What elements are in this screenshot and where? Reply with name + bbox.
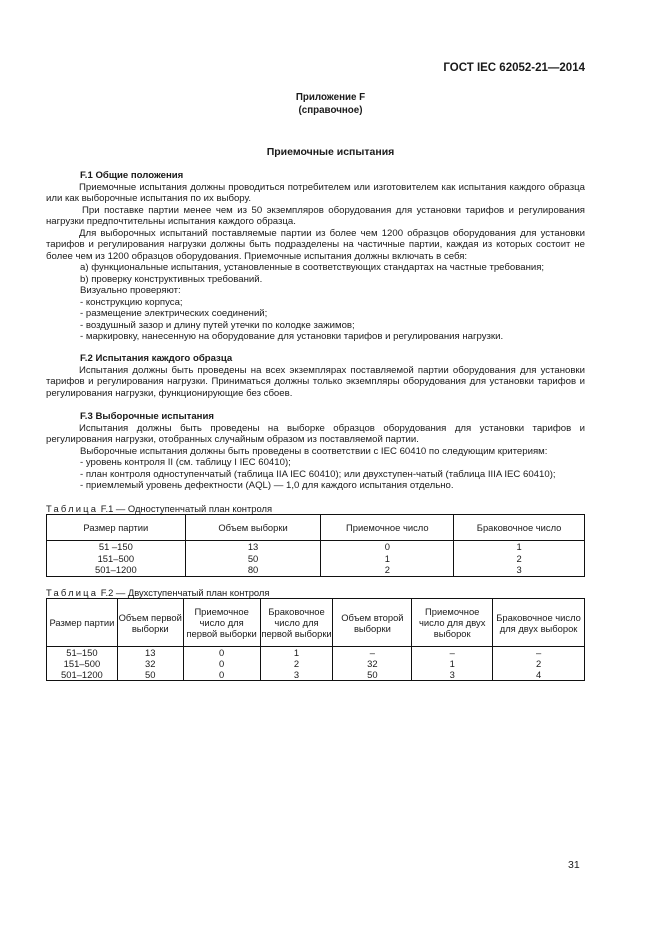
table-cell: 32 bbox=[333, 658, 412, 669]
list-item: Визуально проверяют: bbox=[80, 285, 181, 296]
caption-text: F.1 — Одноступенчатый план контроля bbox=[98, 503, 273, 514]
table-cell: 1 bbox=[412, 658, 493, 669]
list-item: - конструкцию корпуса; bbox=[80, 296, 183, 308]
column-header: Браковочное число для первой выборки bbox=[260, 599, 333, 647]
table-cell: 0 bbox=[183, 669, 260, 681]
table-f1-caption bbox=[46, 503, 272, 514]
section-f3 bbox=[46, 411, 585, 492]
table-cell: 13 bbox=[117, 647, 183, 659]
list-item: - размещение электрических соединений; bbox=[80, 308, 268, 319]
list-item: - воздушный зазор и длину путей утечки по колодке зажимов; bbox=[80, 319, 355, 331]
table-cell: 3 bbox=[454, 564, 585, 576]
table-cell: – bbox=[333, 647, 412, 659]
table-cell: 501–1200 bbox=[47, 669, 118, 681]
table-row bbox=[47, 541, 585, 553]
column-header: Размер партии bbox=[47, 599, 118, 647]
list-item: - приемлемый уровень дефектности (AQL) — 1,0 для каждого испытания отдельно. bbox=[80, 480, 454, 491]
column-header: Браковочное число bbox=[454, 515, 585, 541]
table-cell: 2 bbox=[493, 658, 585, 669]
page-number: 31 bbox=[568, 859, 580, 871]
table-cell: 501–1200 bbox=[47, 564, 186, 576]
list-item: - маркировку, нанесенную на оборудование для установки тарифов и регулирования нагрузки. bbox=[80, 331, 504, 342]
table-cell: 1 bbox=[321, 553, 454, 565]
caption-prefix: Таблица bbox=[46, 503, 99, 514]
table-header-row bbox=[47, 599, 585, 647]
table-cell: 2 bbox=[454, 553, 585, 565]
caption-text: F.2 — Двухступенчатый план контроля bbox=[98, 587, 270, 598]
table-cell: 50 bbox=[333, 669, 412, 681]
table-f1 bbox=[46, 514, 585, 577]
table-row bbox=[47, 658, 585, 669]
column-header: Браковочное число для двух выборок bbox=[493, 599, 585, 647]
column-header: Объем второй выборки bbox=[333, 599, 412, 647]
table-row bbox=[47, 553, 585, 565]
section-heading: F.3 Выборочные испытания bbox=[80, 411, 214, 422]
caption-prefix: Таблица bbox=[46, 587, 99, 598]
table-cell: 32 bbox=[117, 658, 183, 669]
column-header: Приемочное число для первой выборки bbox=[183, 599, 260, 647]
table-cell: 0 bbox=[321, 541, 454, 553]
column-header: Приемочное число для двух выборок bbox=[412, 599, 493, 647]
section-heading: F.2 Испытания каждого образца bbox=[80, 353, 233, 364]
table-cell: 3 bbox=[260, 669, 333, 681]
table-f2 bbox=[46, 598, 585, 681]
document-code: ГОСТ IEC 62052-21—2014 bbox=[443, 62, 585, 74]
table-cell: 151–500 bbox=[47, 658, 118, 669]
paragraph: При поставке партии менее чем из 50 экземпляров оборудования для установки тарифов и регулирования нагрузки предпочтительны испытания каждого образца. bbox=[46, 204, 585, 227]
list-item: - план контроля одноступенчатый (таблица IIA IEC 60410); или двухступен-чатый (таблица IIIA IEC 60410); bbox=[80, 468, 556, 480]
table-cell: 0 bbox=[183, 658, 260, 669]
table-cell: 80 bbox=[185, 564, 321, 576]
column-header: Объем первой выборки bbox=[117, 599, 183, 647]
section-f1 bbox=[46, 170, 585, 343]
table-cell: – bbox=[493, 647, 585, 659]
column-header: Приемочное число bbox=[321, 515, 454, 541]
column-header: Размер партии bbox=[47, 515, 186, 541]
table-cell: 50 bbox=[117, 669, 183, 681]
table-row bbox=[47, 647, 585, 659]
table-cell: 51–150 bbox=[47, 647, 118, 659]
paragraph: Приемочные испытания должны проводиться потребителем или изготовителем как испытания каждого образца или как выборочные испытания по их выбору. bbox=[46, 181, 585, 204]
table-cell: 1 bbox=[454, 541, 585, 553]
annex-title: Приемочные испытания bbox=[266, 146, 395, 158]
table-cell: 3 bbox=[412, 669, 493, 681]
table-f2-caption bbox=[46, 587, 269, 598]
table-cell: 151–500 bbox=[47, 553, 186, 565]
table-header-row bbox=[47, 515, 585, 541]
list-item: a) функциональные испытания, установленные в соответствующих стандартах на частные требования; bbox=[80, 262, 545, 273]
table-cell: 2 bbox=[321, 564, 454, 576]
table-cell: 51 –150 bbox=[47, 541, 186, 553]
annex-type: (справочное) bbox=[298, 105, 363, 116]
table-cell: 13 bbox=[185, 541, 321, 553]
list-item: - уровень контроля II (см. таблицу I IEC 60410); bbox=[80, 457, 291, 468]
table-cell: 0 bbox=[183, 647, 260, 659]
column-header: Объем выборки bbox=[185, 515, 321, 541]
annex-header bbox=[0, 91, 661, 117]
list-item: Выборочные испытания должны быть проведены в соответствии с IEC 60410 по следующим критериям: bbox=[80, 445, 548, 457]
table-cell: 1 bbox=[260, 647, 333, 659]
paragraph: Испытания должны быть проведены на выборке образцов оборудования для установки тарифов и регулирования нагрузки, отобранных случайным образом из поставляемой партии. bbox=[46, 422, 585, 445]
section-heading: F.1 Общие положения bbox=[80, 170, 184, 181]
list-item: b) проверку конструктивных требований. bbox=[80, 273, 263, 285]
table-cell: – bbox=[412, 647, 493, 659]
table-cell: 4 bbox=[493, 669, 585, 681]
section-f2 bbox=[46, 353, 585, 399]
table-row bbox=[47, 669, 585, 681]
table-cell: 2 bbox=[260, 658, 333, 669]
paragraph: Испытания должны быть проведены на всех экземплярах поставляемой партии оборудования для установки тарифов и регулирования нагрузки. Приниматься должны только экземпляры оборудования для установки тарифов и регулирования нагрузки, функционирующие без сбоев. bbox=[46, 364, 585, 399]
paragraph: Для выборочных испытаний поставляемые партии из более чем 1200 образцов оборудования для установки тарифов и регулирования нагрузки должны быть подразделены на частичные партии, каждая из которых состоит не более чем из 1200 образцов оборудования. Приемочные испытания должны включать в себя: bbox=[46, 227, 585, 262]
table-row bbox=[47, 564, 585, 576]
annex-label: Приложение F bbox=[295, 92, 366, 103]
table-cell: 50 bbox=[185, 553, 321, 565]
